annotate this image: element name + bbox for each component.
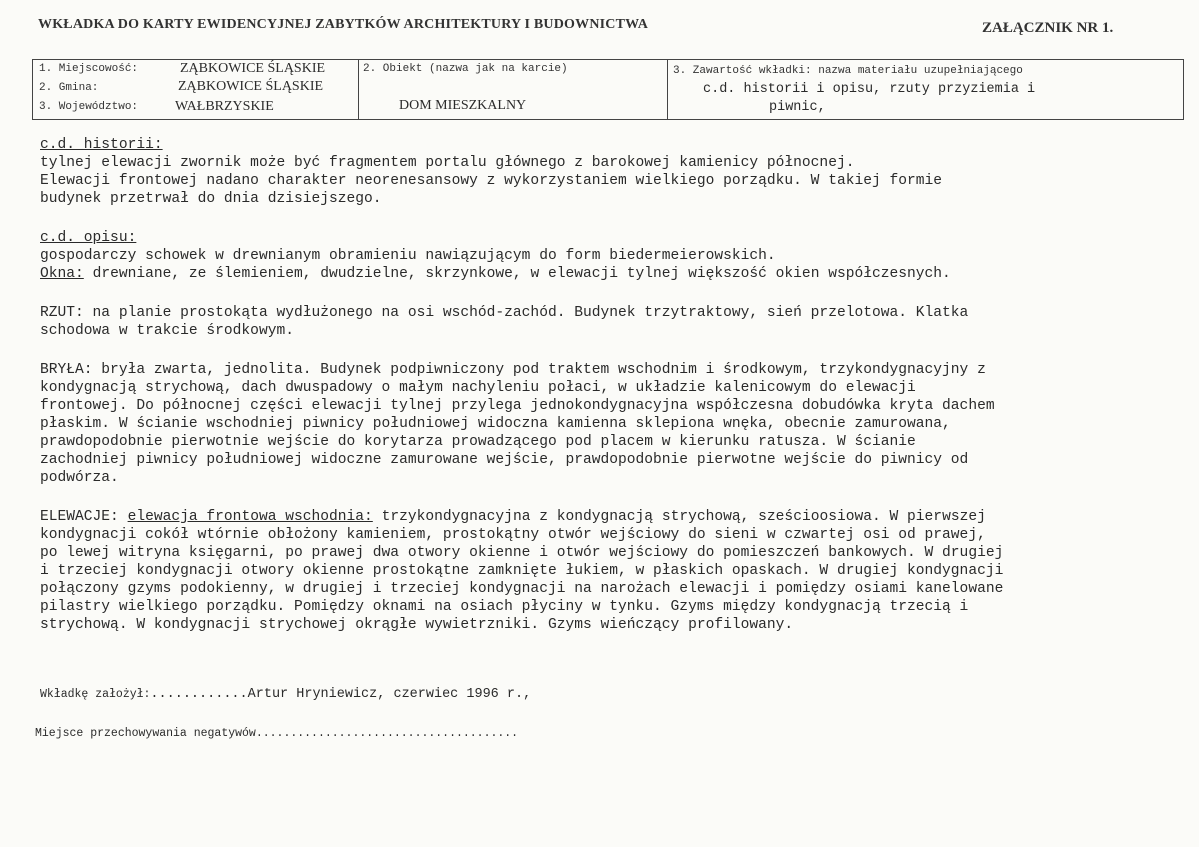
negatives-dots: ......................................	[255, 727, 519, 740]
locality-value: ZĄBKOWICE ŚLĄSKIE	[180, 61, 326, 76]
document-title: WKŁADKA DO KARTY EWIDENCYJNEJ ZABYTKÓW ARCHITEKTURY I BUDOWNICTWA	[38, 17, 649, 32]
history-heading: c.d. historii:	[40, 137, 163, 153]
description-section	[40, 229, 1176, 283]
negatives-line	[35, 727, 518, 740]
author-line	[40, 687, 531, 702]
massing-line: frontowej. Do północnej części elewacji tylnej przylega jednokondygnacyjna współczesna dobudówka kryta dachem	[40, 398, 995, 414]
description-heading: c.d. opisu:	[40, 230, 137, 246]
object-value: DOM MIESZKALNY	[399, 98, 527, 113]
form-header-table	[32, 59, 1184, 120]
contents-label: 3. Zawartość wkładki: nazwa materiału uzupełniającego	[673, 65, 1023, 77]
author-label: Wkładkę założył:	[40, 688, 151, 701]
document-body	[40, 136, 1176, 655]
elevations-label: ELEWACJE:	[40, 509, 119, 525]
elevations-line: kondygnacji cokół wtórnie obłożony kamieniem, prostokątny otwór wejściowy do sieni w czwartej osi od prawej,	[40, 527, 986, 543]
object-label: 2. Obiekt (nazwa jak na karcie)	[363, 63, 568, 75]
location-cell	[33, 60, 359, 119]
commune-value: ZĄBKOWICE ŚLĄSKIE	[178, 79, 324, 94]
voivodeship-value: WAŁBRZYSKIE	[175, 99, 274, 114]
plan-line: RZUT: na planie prostokąta wydłużonego na osi wschód-zachód. Budynek trzytraktowy, sień przelotowa. Klatka	[40, 305, 969, 321]
elevations-first-line	[40, 508, 1176, 526]
massing-line: BRYŁA: bryła zwarta, jednolita. Budynek podpiwniczony pod traktem wschodnim i środkowym, trzykondygnacyjny z	[40, 362, 986, 378]
history-line: budynek przetrwał do dnia dzisiejszego.	[40, 191, 382, 207]
massing-section	[40, 361, 1176, 487]
negatives-label: Miejsce przechowywania negatywów	[35, 727, 256, 740]
plan-section	[40, 304, 1176, 340]
massing-line: podwórza.	[40, 470, 119, 486]
contents-cell	[667, 60, 1183, 119]
elevations-line: pilastry wielkiego porządku. Pomiędzy oknami na osiach płyciny w tynku. Gzyms między kondygnacją trzecią i	[40, 599, 969, 615]
contents-line-1: c.d. historii i opisu, rzuty przyziemia i	[703, 82, 1036, 97]
annex-number: ZAŁĄCZNIK NR 1.	[982, 20, 1114, 36]
elevations-subheading: elewacja frontowa wschodnia:	[127, 509, 373, 525]
history-line: Elewacji frontowej nadano charakter neorenesansowy z wykorzystaniem wielkiego porządku. W takiej formie	[40, 173, 943, 189]
elevations-first-line-rest: trzykondygnacyjna z kondygnacją strychową, sześcioosiowa. W pierwszej	[381, 509, 986, 525]
history-line: tylnej elewacji zwornik może być fragmentem portalu głównego z barokowej kamienicy północnej.	[40, 155, 855, 171]
history-section	[40, 136, 1176, 208]
contents-line-2: piwnic,	[769, 100, 826, 115]
commune-label: 2. Gmina:	[39, 82, 99, 94]
plan-line: schodowa w trakcie środkowym.	[40, 323, 294, 339]
windows-text: drewniane, ze ślemieniem, dwudzielne, skrzynkowe, w elewacji tylnej większość okien współczesnych.	[92, 266, 951, 282]
object-cell	[358, 60, 668, 119]
windows-label: Okna:	[40, 266, 84, 282]
massing-line: zachodniej piwnicy południowej widoczne zamurowane wejście, prawdopodobnie pierwotne wejście do piwnicy od	[40, 452, 969, 468]
massing-line: prawdopodobnie pierwotnie wejście do korytarza prowadzącego pod placem w kierunku ratusza. W ścianie	[40, 434, 916, 450]
elevations-line: połączony gzyms podokienny, w drugiej i trzeciej kondygnacji na narożach elewacji i pomiędzy osiami kanelowane	[40, 581, 1004, 597]
windows-line	[40, 265, 1176, 283]
author-dots: ............	[150, 687, 248, 702]
description-line: gospodarczy schowek w drewnianym obramieniu nawiązującym do form biedermeierowskich.	[40, 248, 776, 264]
elevations-section	[40, 508, 1176, 634]
locality-label: 1. Miejscowość:	[39, 63, 139, 75]
author-value: Artur Hryniewicz, czerwiec 1996 r.,	[247, 687, 532, 702]
massing-line: kondygnacją strychową, dach dwuspadowy o małym nachyleniu połaci, w układzie kalenicowym do elewacji	[40, 380, 916, 396]
elevations-line: strychową. W kondygnacji strychowej okrągłe wywietrzniki. Gzyms wieńczący profilowany.	[40, 617, 794, 633]
elevations-line: po lewej witryna księgarni, po prawej dwa otwory okienne i otwór wejściowy do pomieszczeń bankowych. W drugiej	[40, 545, 1004, 561]
elevations-line: i trzeciej kondygnacji otwory okienne prostokątne zamknięte łukiem, w płaskich opaskach. W drugiej kondygnacji	[40, 563, 1004, 579]
massing-line: płaskim. W ścianie wschodniej piwnicy południowej widoczna kamienna sklepiona wnęka, obecnie zamurowana,	[40, 416, 951, 432]
voivodeship-label: 3. Województwo:	[39, 101, 139, 113]
